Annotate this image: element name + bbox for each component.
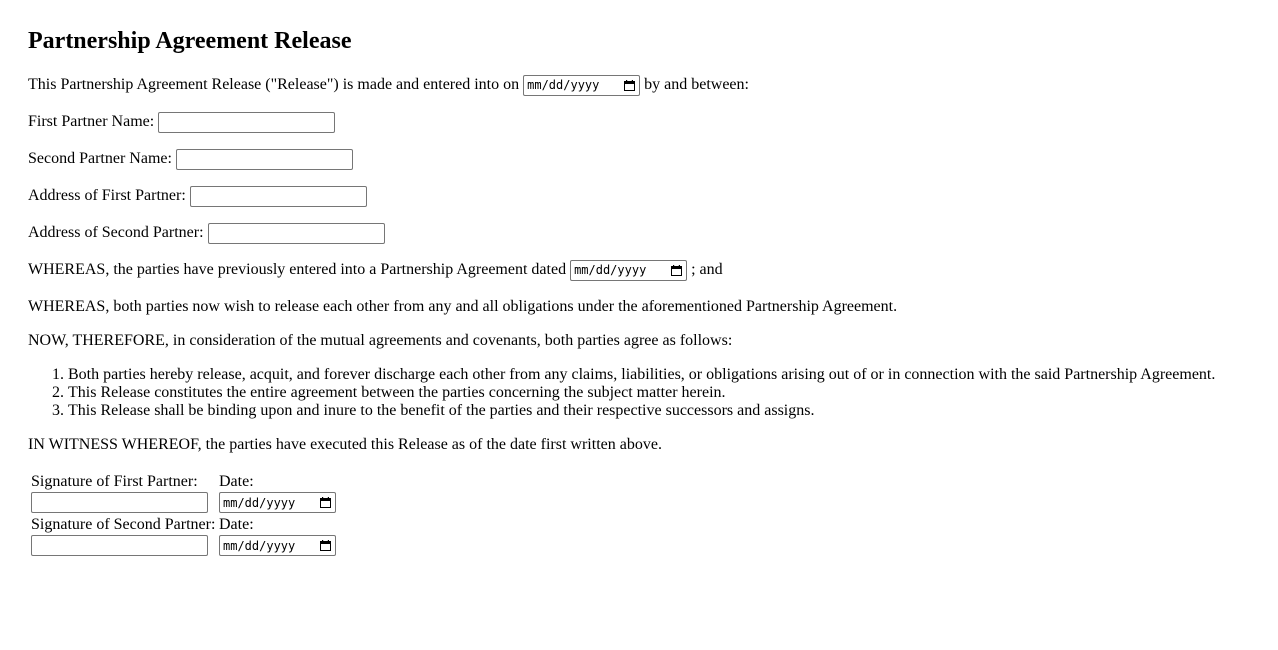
second-partner-address-input[interactable]	[208, 223, 385, 244]
intro-text-after: by and between:	[644, 76, 749, 93]
calendar-icon[interactable]	[624, 80, 635, 91]
now-therefore-line	[28, 330, 732, 352]
whereas-release-line	[28, 296, 897, 318]
witness-line	[28, 434, 662, 456]
first-date-label: Date:	[219, 473, 254, 490]
list-item: 1. Both parties hereby release, acquit, and forever discharge each other from any claims, liabilities, or obligations arising out of or in connection with the said Partnership Agreement.	[68, 366, 1215, 384]
second-signature-input[interactable]	[31, 535, 208, 556]
intro-text: This Partnership Agreement Release ("Release") is made and entered into on	[28, 76, 520, 93]
second-partner-name-row	[28, 148, 353, 170]
first-partner-address-row	[28, 185, 367, 207]
calendar-icon[interactable]	[320, 540, 331, 551]
first-partner-name-row	[28, 111, 335, 133]
second-date-label: Date:	[219, 516, 254, 533]
first-partner-name-input[interactable]	[158, 112, 335, 133]
list-item: 3. This Release shall be binding upon and inure to the benefit of the parties and their respective successors and assigns.	[68, 402, 1215, 420]
whereas-agreement-after: ; and	[691, 261, 723, 278]
agreement-date-input[interactable]	[570, 260, 687, 281]
whereas-agreement-text: WHEREAS, the parties have previously entered into a Partnership Agreement dated	[28, 261, 567, 278]
list-item: 2. This Release constitutes the entire agreement between the parties concerning the subject matter herein.	[68, 384, 1215, 402]
second-signature-label: Signature of Second Partner:	[31, 516, 216, 533]
release-date-input[interactable]	[523, 75, 640, 96]
first-partner-name-label: First Partner Name:	[28, 113, 155, 130]
second-signature-date-placeholder: mm/dd/yyyy	[223, 538, 296, 553]
intro-line	[28, 74, 749, 96]
whereas-release-text: WHEREAS, both parties now wish to release each other from any and all obligations under the aforementioned Partnership Agreement.	[28, 298, 898, 315]
second-partner-address-label: Address of Second Partner:	[28, 224, 204, 241]
second-partner-address-row	[28, 222, 385, 244]
first-signature-input[interactable]	[31, 492, 208, 513]
second-signature-date-input[interactable]	[219, 535, 336, 556]
page-title: Partnership Agreement Release	[28, 28, 352, 54]
first-signature-date-placeholder: mm/dd/yyyy	[223, 495, 296, 510]
second-partner-name-input[interactable]	[176, 149, 353, 170]
agreement-date-placeholder: mm/dd/yyyy	[574, 263, 647, 277]
first-partner-address-input[interactable]	[190, 186, 367, 207]
first-partner-address-label: Address of First Partner:	[28, 187, 186, 204]
calendar-icon[interactable]	[671, 265, 682, 276]
second-partner-name-label: Second Partner Name:	[28, 150, 172, 167]
first-signature-label: Signature of First Partner:	[31, 473, 198, 490]
calendar-icon[interactable]	[320, 497, 331, 508]
now-therefore-text: NOW, THEREFORE, in consideration of the mutual agreements and covenants, both parties agree as follows:	[28, 332, 733, 349]
terms-list	[28, 366, 1215, 420]
release-date-placeholder: mm/dd/yyyy	[527, 78, 600, 92]
witness-text: IN WITNESS WHEREOF, the parties have executed this Release as of the date first written above.	[28, 436, 662, 453]
first-signature-date-input[interactable]	[219, 492, 336, 513]
whereas-agreement-line	[28, 259, 723, 281]
